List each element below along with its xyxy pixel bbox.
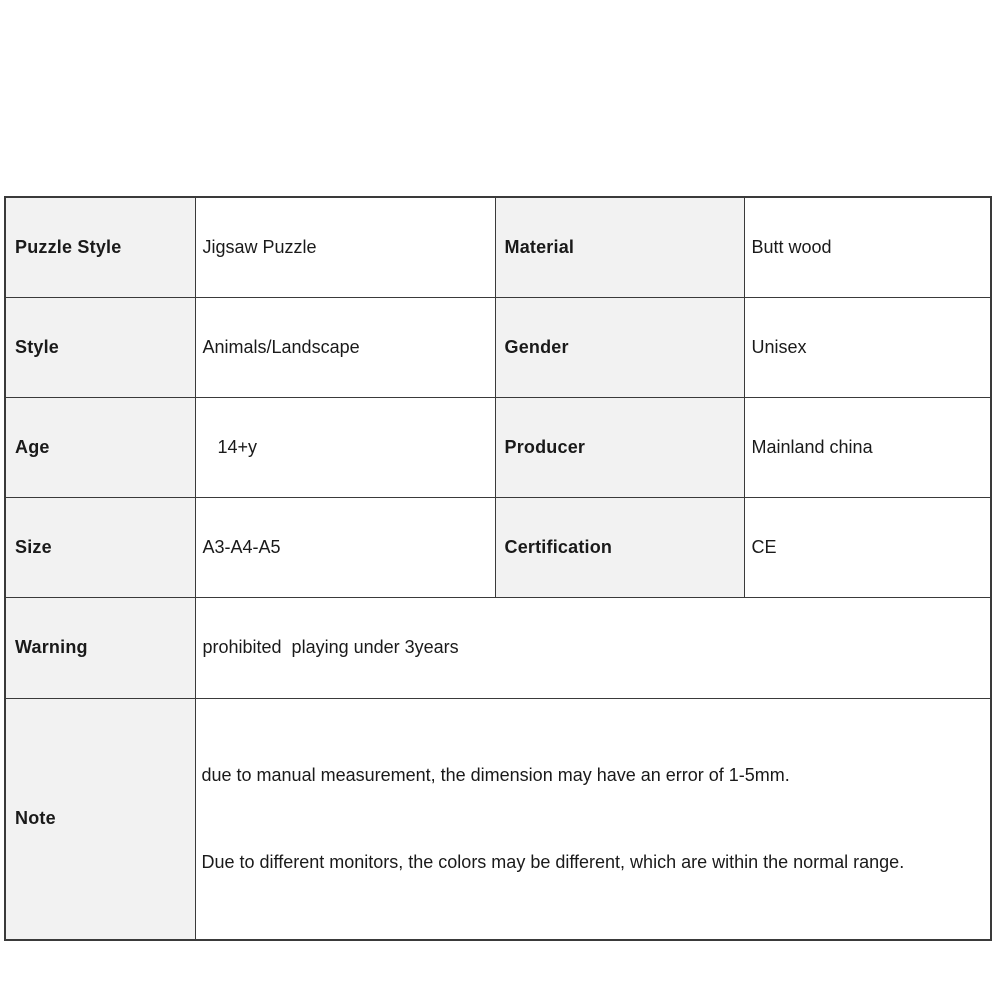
size-value: A3-A4-A5 [195, 497, 495, 597]
product-spec-table [4, 196, 992, 941]
note-value [195, 698, 991, 940]
style-label: Style [5, 297, 195, 397]
material-label: Material [495, 197, 744, 297]
warning-value: prohibited playing under 3years [195, 597, 991, 698]
certification-value: CE [744, 497, 991, 597]
table-row [5, 197, 991, 297]
table-row-warning [5, 597, 991, 698]
puzzle-style-value: Jigsaw Puzzle [195, 197, 495, 297]
certification-label: Certification [495, 497, 744, 597]
size-label: Size [5, 497, 195, 597]
note-line-1: due to manual measurement, the dimension may have an error of 1-5mm. [201, 764, 790, 785]
style-value: Animals/Landscape [195, 297, 495, 397]
puzzle-style-label: Puzzle Style [5, 197, 195, 297]
table-row [5, 397, 991, 497]
producer-value: Mainland china [744, 397, 991, 497]
warning-label: Warning [5, 597, 195, 698]
age-value: 14+y [195, 397, 495, 497]
note-line-2: Due to different monitors, the colors may be different, which are within the normal range. [201, 851, 905, 872]
gender-value: Unisex [744, 297, 991, 397]
table-row [5, 297, 991, 397]
gender-label: Gender [495, 297, 744, 397]
table-row-note [5, 698, 991, 940]
material-value: Butt wood [744, 197, 991, 297]
note-label: Note [5, 698, 195, 940]
age-label: Age [5, 397, 195, 497]
producer-label: Producer [495, 397, 744, 497]
table-row [5, 497, 991, 597]
